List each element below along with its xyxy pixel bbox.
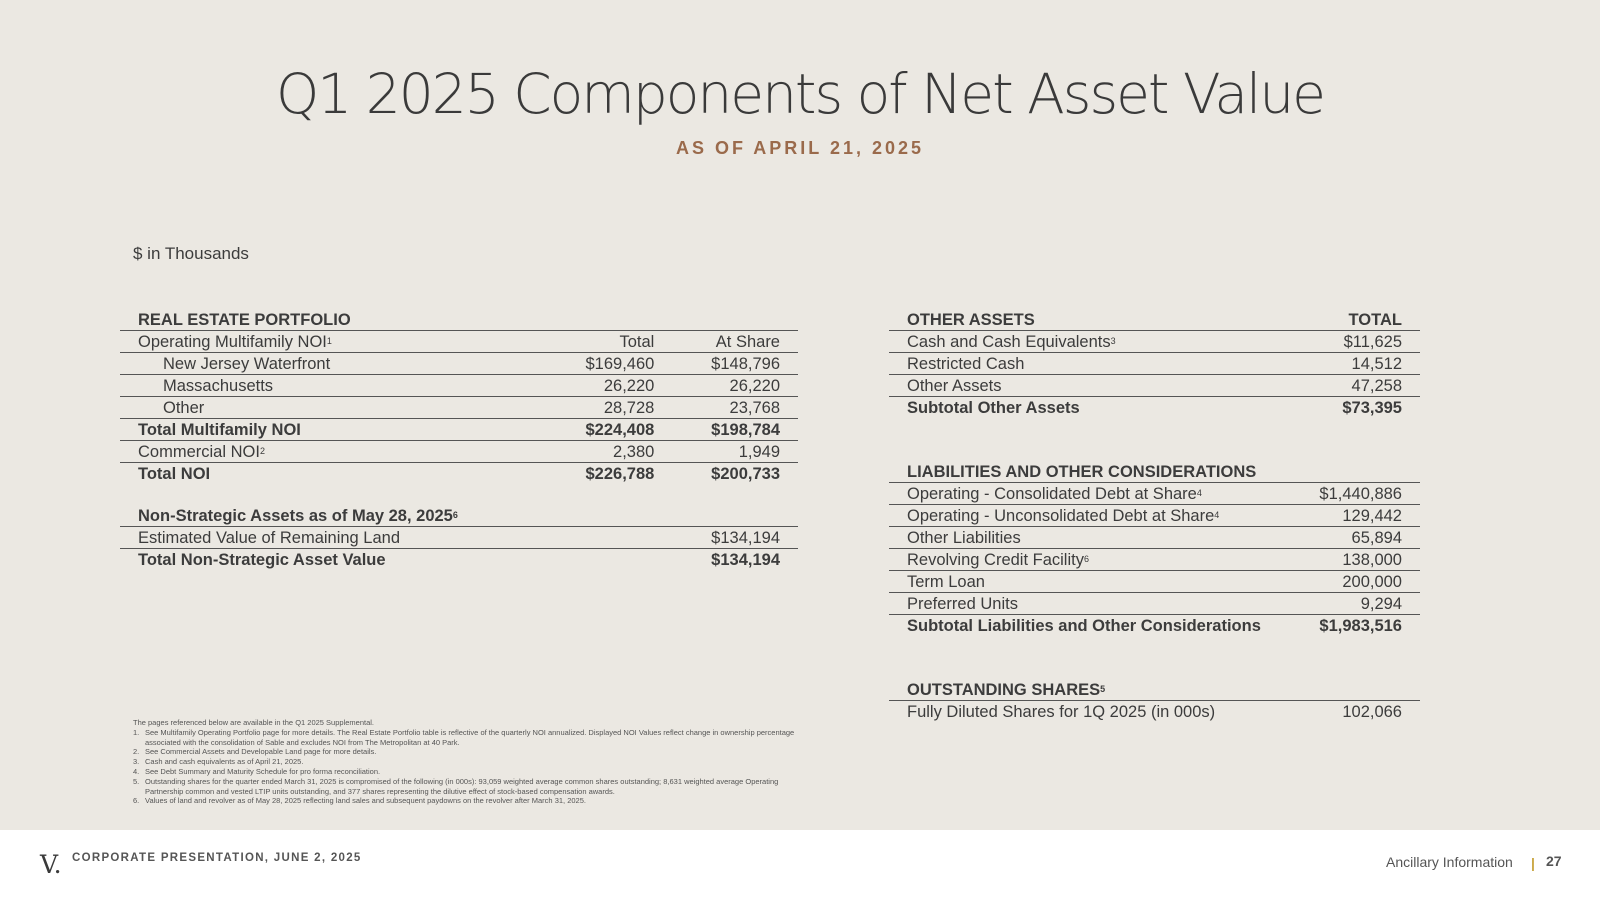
footnote-text: See Multifamily Operating Portfolio page for more details. The Real Estate Portfolio table is reflective of the quarterly NOI annualized. Displayed NOI Values reflect change in ownership percentage associated with the consolidation of Sable and excludes NOI from The Metropolitan at 40 Park.	[145, 727, 795, 747]
table-row	[120, 397, 798, 419]
table-row	[889, 549, 1420, 571]
row-value: $1,983,516	[1319, 617, 1402, 635]
footnote-item: 2. See Commercial Assets and Developable Land page for more details.	[133, 747, 377, 757]
company-logo: V.	[40, 850, 62, 879]
row-label: Operating - Consolidated Debt at Share	[907, 485, 1197, 503]
table-row	[889, 331, 1420, 353]
table-row	[889, 461, 1420, 483]
row-label: Subtotal Other Assets	[907, 399, 1080, 417]
row-label: Cash and Cash Equivalents	[907, 333, 1111, 351]
row-share: $200,733	[711, 465, 780, 483]
row-label: Total NOI	[138, 465, 211, 483]
table-row	[120, 549, 798, 571]
footnote-item: 5. Outstanding shares for the quarter ended March 31, 2025 is compromised of the following (in 000s): 93,059 weighted average common shares outstanding; 8,631 weighted average Operating Partnership common and vested LTIP units outstanding, and 377 shares representing the dilutive effect of stock-based compensation awards.	[133, 777, 813, 797]
row-share: 1,949	[672, 441, 798, 463]
row-share: 26,220	[672, 375, 798, 397]
footnote-intro: The pages referenced below are available in the Q1 2025 Supplemental.	[133, 718, 374, 727]
table-row	[889, 527, 1420, 549]
footnote-ref: 4	[1196, 488, 1202, 498]
footer	[0, 830, 1600, 899]
row-total: 28,728	[547, 397, 673, 419]
row-value: 47,258	[1296, 375, 1420, 397]
row-value: 102,066	[1342, 703, 1402, 721]
table-row	[889, 701, 1420, 723]
table-row	[889, 397, 1420, 419]
row-label: Revolving Credit Facility	[907, 551, 1084, 569]
table-row	[889, 353, 1420, 375]
section-label: Ancillary Information	[1386, 854, 1513, 870]
footnote-ref: 3	[1110, 336, 1116, 346]
row-label: Fully Diluted Shares for 1Q 2025 (in 000s)	[907, 703, 1216, 721]
table-row	[120, 331, 798, 353]
shares-heading: OUTSTANDING SHARES	[907, 681, 1101, 699]
footnote-text: See Commercial Assets and Developable Land page for more details.	[145, 747, 377, 757]
footnote-item: 4. See Debt Summary and Maturity Schedule for pro forma reconciliation.	[133, 766, 381, 776]
assets-liabilities-table	[889, 309, 1420, 722]
row-share: $134,194	[672, 527, 798, 549]
row-label: Preferred Units	[889, 593, 1296, 615]
footnote-ref: 5	[1100, 684, 1106, 694]
units-label: $ in Thousands	[133, 244, 249, 263]
row-total: $226,788	[585, 465, 655, 483]
table-row	[120, 441, 798, 463]
footnote-text: See Debt Summary and Maturity Schedule for pro forma reconciliation.	[145, 766, 381, 776]
row-value: 138,000	[1296, 549, 1420, 571]
table-row	[120, 309, 798, 331]
noi-label: Operating Multifamily NOI	[138, 333, 327, 351]
real-estate-table	[120, 309, 798, 570]
row-value: 200,000	[1296, 571, 1420, 593]
row-label: Total Multifamily NOI	[120, 419, 547, 441]
non-strategic-heading: Non-Strategic Assets as of May 28, 2025	[138, 507, 453, 525]
liabilities-heading: LIABILITIES AND OTHER CONSIDERATIONS	[889, 461, 1296, 483]
table-row	[889, 571, 1420, 593]
table-row	[120, 463, 798, 485]
table-row	[889, 505, 1420, 527]
other-assets-heading: OTHER ASSETS	[889, 309, 1296, 331]
presentation-label: CORPORATE PRESENTATION, JUNE 2, 2025	[72, 852, 362, 864]
row-label: Estimated Value of Remaining Land	[120, 527, 547, 549]
row-share: $148,796	[672, 353, 798, 375]
page-title: Q1 2025 Components of Net Asset Value	[275, 62, 1325, 126]
footnote-text: Cash and cash equivalents as of April 21, 2025.	[145, 757, 304, 767]
table-row	[120, 353, 798, 375]
table-row	[889, 309, 1420, 331]
footnote-item: 1. See Multifamily Operating Portfolio page for more details. The Real Estate Portfolio table is reflective of the quarterly NOI annualized. Displayed NOI Values reflect change in ownership percentage associated with the consolidation of Sable and excludes NOI from The Metropolitan at 40 Park.	[133, 728, 813, 748]
col-share-header: At Share	[672, 331, 798, 353]
footnote-text: Outstanding shares for the quarter ended March 31, 2025 is compromised of the following (in 000s): 93,059 weighted average common shares outstanding; 8,631 weighted average Operating Partnership common and vested LTIP units outstanding, and 377 shares representing the dilutive effect of stock-based compensation awards.	[145, 776, 779, 796]
row-total: $169,460	[547, 353, 673, 375]
footer-separator: |	[1531, 855, 1535, 871]
row-value: 14,512	[1296, 353, 1420, 375]
table-row	[120, 505, 798, 527]
row-label: Massachusetts	[120, 375, 547, 397]
footnote-ref: 4	[1214, 510, 1220, 520]
row-label: Term Loan	[889, 571, 1296, 593]
footnote-ref: 2	[259, 446, 265, 456]
table-row	[889, 679, 1420, 701]
row-label: Operating - Unconsolidated Debt at Share	[907, 507, 1215, 525]
row-label: Total Non-Strategic Asset Value	[138, 551, 386, 569]
row-label: Other Assets	[889, 375, 1296, 397]
row-value: $73,395	[1342, 399, 1402, 417]
row-value: 129,442	[1296, 505, 1420, 527]
row-label: Other Liabilities	[889, 527, 1296, 549]
footnote-text: Values of land and revolver as of May 28, 2025 reflecting land sales and subsequent paydowns on the revolver after March 31, 2025.	[145, 796, 586, 806]
real-estate-heading: REAL ESTATE PORTFOLIO	[120, 309, 547, 331]
table-row	[889, 593, 1420, 615]
table-row	[120, 527, 798, 549]
row-label: Restricted Cash	[889, 353, 1296, 375]
col-total-header: Total	[547, 331, 673, 353]
footnotes	[133, 718, 813, 806]
footnote-ref: 6	[1083, 554, 1089, 564]
footnote-ref: 1	[326, 336, 332, 346]
table-row	[889, 375, 1420, 397]
row-value: 9,294	[1296, 593, 1420, 615]
footnote-item: 3. Cash and cash equivalents as of April 21, 2025.	[133, 757, 304, 767]
row-value: 65,894	[1296, 527, 1420, 549]
row-share: $198,784	[672, 419, 798, 441]
row-value: $11,625	[1296, 331, 1420, 353]
page-number: 27	[1546, 853, 1562, 869]
table-row	[120, 419, 798, 441]
page-subtitle: AS OF APRIL 21, 2025	[675, 138, 925, 158]
footnote-item: 6. Values of land and revolver as of May 28, 2025 reflecting land sales and subsequent paydowns on the revolver after March 31, 2025.	[133, 796, 586, 806]
row-share: 23,768	[672, 397, 798, 419]
table-row	[120, 375, 798, 397]
row-total: 26,220	[547, 375, 673, 397]
table-row	[889, 615, 1420, 637]
col-total-header: TOTAL	[1296, 309, 1420, 331]
row-label: Commercial NOI	[138, 443, 260, 461]
table-row	[889, 483, 1420, 505]
row-total: $224,408	[547, 419, 673, 441]
row-label: Subtotal Liabilities and Other Considerations	[907, 617, 1261, 635]
row-label: New Jersey Waterfront	[120, 353, 547, 375]
footnote-ref: 6	[452, 510, 458, 520]
row-value: $1,440,886	[1296, 483, 1420, 505]
row-label: Other	[120, 397, 547, 419]
row-share: $134,194	[711, 551, 780, 569]
row-total: 2,380	[547, 441, 673, 463]
